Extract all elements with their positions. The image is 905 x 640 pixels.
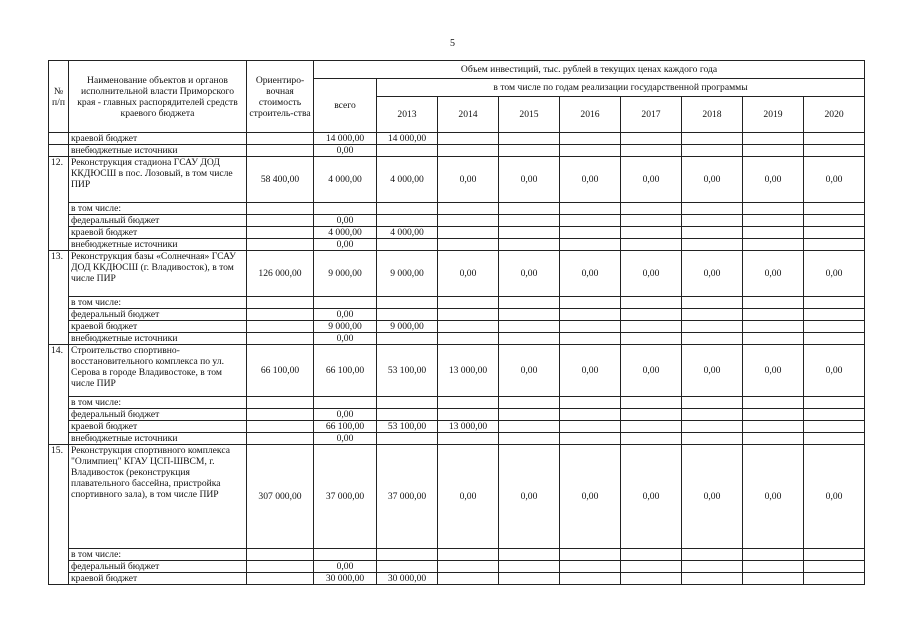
- table-row: [49, 409, 865, 421]
- year-cell: [682, 239, 743, 251]
- year-cell: [682, 133, 743, 145]
- row-number: 13.: [49, 251, 69, 345]
- year-cell: [743, 239, 804, 251]
- table-row: [49, 561, 865, 573]
- table-row: [49, 397, 865, 409]
- year-cell: [377, 333, 438, 345]
- total-cell: 0,00: [314, 145, 377, 157]
- year-cell: [499, 203, 560, 215]
- cost-cell: [247, 421, 314, 433]
- row-label: федеральный бюджет: [69, 215, 247, 227]
- total-cell: 0,00: [314, 561, 377, 573]
- year-cell: [499, 145, 560, 157]
- header-year: 2014: [438, 97, 499, 133]
- year-cell: [560, 133, 621, 145]
- page-number: 5: [450, 38, 455, 49]
- total-cell: 0,00: [314, 409, 377, 421]
- row-label: в том числе:: [69, 297, 247, 309]
- year-cell: [682, 561, 743, 573]
- year-cell: 9 000,00: [377, 321, 438, 333]
- total-cell: 0,00: [314, 333, 377, 345]
- year-cell: [682, 227, 743, 239]
- year-cell: [438, 133, 499, 145]
- year-cell: [743, 145, 804, 157]
- table-body: [49, 133, 865, 585]
- total-cell: 66 100,00: [314, 345, 377, 397]
- row-label: краевой бюджет: [69, 321, 247, 333]
- year-cell: [560, 333, 621, 345]
- year-cell: [438, 397, 499, 409]
- year-cell: [743, 321, 804, 333]
- year-cell: [682, 397, 743, 409]
- total-cell: 66 100,00: [314, 421, 377, 433]
- year-cell: [743, 433, 804, 445]
- year-cell: 0,00: [499, 251, 560, 297]
- object-name: Реконструкция базы «Солнечная» ГСАУ ДОД ККДЮСШ (г. Владивосток), в том числе ПИР: [69, 251, 247, 297]
- year-cell: [682, 573, 743, 585]
- year-cell: [499, 397, 560, 409]
- year-cell: [682, 309, 743, 321]
- table-row: [49, 309, 865, 321]
- year-cell: [621, 433, 682, 445]
- row-label: федеральный бюджет: [69, 309, 247, 321]
- year-cell: 0,00: [804, 157, 865, 203]
- year-cell: [621, 421, 682, 433]
- header-year: 2013: [377, 97, 438, 133]
- row-label: краевой бюджет: [69, 227, 247, 239]
- year-cell: [621, 309, 682, 321]
- year-cell: 0,00: [621, 251, 682, 297]
- header-year: 2019: [743, 97, 804, 133]
- year-cell: 0,00: [743, 157, 804, 203]
- year-cell: [743, 573, 804, 585]
- total-cell: 4 000,00: [314, 157, 377, 203]
- year-cell: [560, 397, 621, 409]
- year-cell: [804, 433, 865, 445]
- year-cell: [499, 333, 560, 345]
- cost-cell: [247, 215, 314, 227]
- cost-cell: [247, 297, 314, 309]
- year-cell: [438, 573, 499, 585]
- row-label: внебюджетные источники: [69, 239, 247, 251]
- object-row: [49, 445, 865, 549]
- year-cell: [560, 433, 621, 445]
- row-label: в том числе:: [69, 203, 247, 215]
- year-cell: 53 100,00: [377, 421, 438, 433]
- cost-cell: [247, 333, 314, 345]
- cost-cell: 58 400,00: [247, 157, 314, 203]
- year-cell: [499, 227, 560, 239]
- year-cell: [499, 409, 560, 421]
- row-number: [49, 145, 69, 157]
- year-cell: 13 000,00: [438, 345, 499, 397]
- header-cost: Ориентиро-вочная стоимость строитель-ства: [247, 61, 314, 133]
- year-cell: [438, 227, 499, 239]
- year-cell: 0,00: [804, 251, 865, 297]
- year-cell: [743, 333, 804, 345]
- year-cell: [438, 203, 499, 215]
- year-cell: [743, 133, 804, 145]
- year-cell: 0,00: [621, 157, 682, 203]
- year-cell: [438, 561, 499, 573]
- table-row: [49, 215, 865, 227]
- year-cell: 0,00: [438, 445, 499, 549]
- year-cell: 0,00: [743, 251, 804, 297]
- cost-cell: [247, 309, 314, 321]
- total-cell: [314, 297, 377, 309]
- investment-table: [48, 60, 865, 585]
- year-cell: [682, 297, 743, 309]
- year-cell: [804, 239, 865, 251]
- year-cell: 37 000,00: [377, 445, 438, 549]
- header-volume: Объем инвестиций, тыс. рублей в текущих ценах каждого года: [314, 61, 865, 79]
- year-cell: [804, 561, 865, 573]
- year-cell: [804, 203, 865, 215]
- year-cell: 0,00: [438, 251, 499, 297]
- year-cell: [377, 409, 438, 421]
- year-cell: [438, 297, 499, 309]
- year-cell: [682, 433, 743, 445]
- cost-cell: [247, 549, 314, 561]
- year-cell: [560, 227, 621, 239]
- year-cell: [621, 321, 682, 333]
- total-cell: 30 000,00: [314, 573, 377, 585]
- header-year: 2017: [621, 97, 682, 133]
- header-name: Наименование объектов и органов исполнительной власти Приморского края - главных распорядителей средств краевого бюджета: [69, 61, 247, 133]
- object-name: Строительство спортивно-восстановительного комплекса по ул. Серова в городе Владивостоке, в том числе ПИР: [69, 345, 247, 397]
- year-cell: [682, 421, 743, 433]
- cost-cell: [247, 409, 314, 421]
- year-cell: [438, 215, 499, 227]
- year-cell: [804, 573, 865, 585]
- year-cell: [682, 409, 743, 421]
- year-cell: [560, 549, 621, 561]
- year-cell: [682, 145, 743, 157]
- year-cell: [499, 133, 560, 145]
- header-year: 2016: [560, 97, 621, 133]
- row-label: в том числе:: [69, 549, 247, 561]
- object-name: Реконструкция стадиона ГСАУ ДОД ККДЮСШ в пос. Лозовый, в том числе ПИР: [69, 157, 247, 203]
- cost-cell: [247, 573, 314, 585]
- year-cell: [377, 297, 438, 309]
- year-cell: [499, 239, 560, 251]
- year-cell: [804, 397, 865, 409]
- year-cell: [560, 321, 621, 333]
- year-cell: [743, 215, 804, 227]
- year-cell: 9 000,00: [377, 251, 438, 297]
- year-cell: 4 000,00: [377, 227, 438, 239]
- year-cell: [743, 549, 804, 561]
- table-row: [49, 321, 865, 333]
- cost-cell: [247, 227, 314, 239]
- year-cell: [499, 309, 560, 321]
- year-cell: [438, 321, 499, 333]
- year-cell: [804, 421, 865, 433]
- year-cell: [499, 433, 560, 445]
- year-cell: [621, 549, 682, 561]
- year-cell: 0,00: [743, 345, 804, 397]
- year-cell: [438, 549, 499, 561]
- cost-cell: [247, 133, 314, 145]
- row-label: внебюджетные источники: [69, 433, 247, 445]
- year-cell: [499, 573, 560, 585]
- year-cell: 0,00: [499, 157, 560, 203]
- cost-cell: 66 100,00: [247, 345, 314, 397]
- year-cell: [621, 145, 682, 157]
- total-cell: 0,00: [314, 239, 377, 251]
- header-year: 2015: [499, 97, 560, 133]
- total-cell: [314, 549, 377, 561]
- year-cell: [804, 145, 865, 157]
- year-cell: [621, 409, 682, 421]
- object-row: [49, 157, 865, 203]
- total-cell: 4 000,00: [314, 227, 377, 239]
- year-cell: [621, 573, 682, 585]
- total-cell: 14 000,00: [314, 133, 377, 145]
- year-cell: 13 000,00: [438, 421, 499, 433]
- header-by-years: в том числе по годам реализации государственной программы: [377, 79, 865, 97]
- year-cell: [377, 549, 438, 561]
- row-label: краевой бюджет: [69, 133, 247, 145]
- object-row: [49, 251, 865, 297]
- year-cell: [743, 561, 804, 573]
- year-cell: [804, 227, 865, 239]
- year-cell: 0,00: [499, 345, 560, 397]
- year-cell: [560, 297, 621, 309]
- total-cell: 9 000,00: [314, 321, 377, 333]
- table-row: [49, 145, 865, 157]
- year-cell: 0,00: [560, 157, 621, 203]
- year-cell: [560, 409, 621, 421]
- cost-cell: [247, 239, 314, 251]
- row-label: федеральный бюджет: [69, 409, 247, 421]
- year-cell: 14 000,00: [377, 133, 438, 145]
- year-cell: 0,00: [743, 445, 804, 549]
- year-cell: [377, 433, 438, 445]
- year-cell: [804, 321, 865, 333]
- year-cell: [621, 215, 682, 227]
- year-cell: [377, 239, 438, 251]
- total-cell: [314, 397, 377, 409]
- row-label: внебюджетные источники: [69, 333, 247, 345]
- year-cell: [377, 561, 438, 573]
- year-cell: [621, 297, 682, 309]
- year-cell: 0,00: [682, 445, 743, 549]
- year-cell: [743, 397, 804, 409]
- year-cell: [743, 297, 804, 309]
- year-cell: [804, 549, 865, 561]
- year-cell: [560, 421, 621, 433]
- year-cell: [499, 561, 560, 573]
- year-cell: 0,00: [682, 251, 743, 297]
- row-label: краевой бюджет: [69, 573, 247, 585]
- year-cell: [682, 333, 743, 345]
- year-cell: [499, 421, 560, 433]
- year-cell: [560, 203, 621, 215]
- header-year: 2018: [682, 97, 743, 133]
- year-cell: [682, 215, 743, 227]
- year-cell: [682, 203, 743, 215]
- year-cell: [804, 133, 865, 145]
- year-cell: 0,00: [499, 445, 560, 549]
- total-cell: 0,00: [314, 215, 377, 227]
- total-cell: 0,00: [314, 433, 377, 445]
- year-cell: [377, 203, 438, 215]
- table-row: [49, 297, 865, 309]
- year-cell: [377, 309, 438, 321]
- year-cell: 0,00: [438, 157, 499, 203]
- year-cell: [560, 309, 621, 321]
- table-row: [49, 203, 865, 215]
- year-cell: [438, 333, 499, 345]
- year-cell: 0,00: [560, 251, 621, 297]
- cost-cell: [247, 145, 314, 157]
- year-cell: [804, 333, 865, 345]
- row-label: федеральный бюджет: [69, 561, 247, 573]
- row-label: в том числе:: [69, 397, 247, 409]
- row-number: 14.: [49, 345, 69, 445]
- table-row: [49, 333, 865, 345]
- header-year: 2020: [804, 97, 865, 133]
- year-cell: [499, 321, 560, 333]
- row-number: 12.: [49, 157, 69, 251]
- year-cell: [499, 549, 560, 561]
- year-cell: 30 000,00: [377, 573, 438, 585]
- year-cell: [804, 409, 865, 421]
- year-cell: [804, 215, 865, 227]
- year-cell: 0,00: [560, 445, 621, 549]
- year-cell: [560, 239, 621, 251]
- year-cell: [804, 309, 865, 321]
- year-cell: 0,00: [621, 445, 682, 549]
- cost-cell: [247, 203, 314, 215]
- year-cell: [621, 227, 682, 239]
- year-cell: [621, 333, 682, 345]
- year-cell: [560, 215, 621, 227]
- object-row: [49, 345, 865, 397]
- table-row: [49, 227, 865, 239]
- header-num: № п/п: [49, 61, 69, 133]
- year-cell: 0,00: [804, 445, 865, 549]
- year-cell: [621, 133, 682, 145]
- year-cell: [621, 561, 682, 573]
- header-total: всего: [314, 79, 377, 133]
- row-number: [49, 133, 69, 145]
- year-cell: [377, 215, 438, 227]
- year-cell: [621, 239, 682, 251]
- year-cell: [438, 409, 499, 421]
- cost-cell: [247, 321, 314, 333]
- table-row: [49, 433, 865, 445]
- year-cell: [499, 297, 560, 309]
- year-cell: [438, 239, 499, 251]
- cost-cell: [247, 397, 314, 409]
- table-row: [49, 549, 865, 561]
- cost-cell: [247, 433, 314, 445]
- table-row: [49, 239, 865, 251]
- year-cell: [377, 397, 438, 409]
- year-cell: [560, 145, 621, 157]
- row-label: внебюджетные источники: [69, 145, 247, 157]
- year-cell: [743, 409, 804, 421]
- year-cell: 53 100,00: [377, 345, 438, 397]
- object-name: Реконструкция спортивного комплекса "Олимпиец" КГАУ ЦСП-ШВСМ, г. Владивосток (реконструкция плавательного бассейна, пристройка спортивного зала), в том числе ПИР: [69, 445, 247, 549]
- year-cell: [804, 297, 865, 309]
- year-cell: [682, 549, 743, 561]
- cost-cell: [247, 561, 314, 573]
- year-cell: [743, 227, 804, 239]
- year-cell: [560, 561, 621, 573]
- year-cell: 0,00: [682, 157, 743, 203]
- cost-cell: 307 000,00: [247, 445, 314, 549]
- total-cell: 37 000,00: [314, 445, 377, 549]
- row-number: 15.: [49, 445, 69, 585]
- year-cell: 0,00: [682, 345, 743, 397]
- total-cell: 0,00: [314, 309, 377, 321]
- year-cell: 0,00: [621, 345, 682, 397]
- year-cell: [438, 309, 499, 321]
- cost-cell: 126 000,00: [247, 251, 314, 297]
- table-row: [49, 573, 865, 585]
- year-cell: [743, 421, 804, 433]
- row-label: краевой бюджет: [69, 421, 247, 433]
- year-cell: [743, 203, 804, 215]
- year-cell: [621, 397, 682, 409]
- total-cell: 9 000,00: [314, 251, 377, 297]
- year-cell: [377, 145, 438, 157]
- year-cell: [743, 309, 804, 321]
- table-row: [49, 133, 865, 145]
- total-cell: [314, 203, 377, 215]
- year-cell: [438, 145, 499, 157]
- year-cell: 4 000,00: [377, 157, 438, 203]
- table-row: [49, 421, 865, 433]
- year-cell: 0,00: [560, 345, 621, 397]
- year-cell: [499, 215, 560, 227]
- year-cell: [560, 573, 621, 585]
- year-cell: [682, 321, 743, 333]
- year-cell: 0,00: [804, 345, 865, 397]
- year-cell: [621, 203, 682, 215]
- year-cell: [438, 433, 499, 445]
